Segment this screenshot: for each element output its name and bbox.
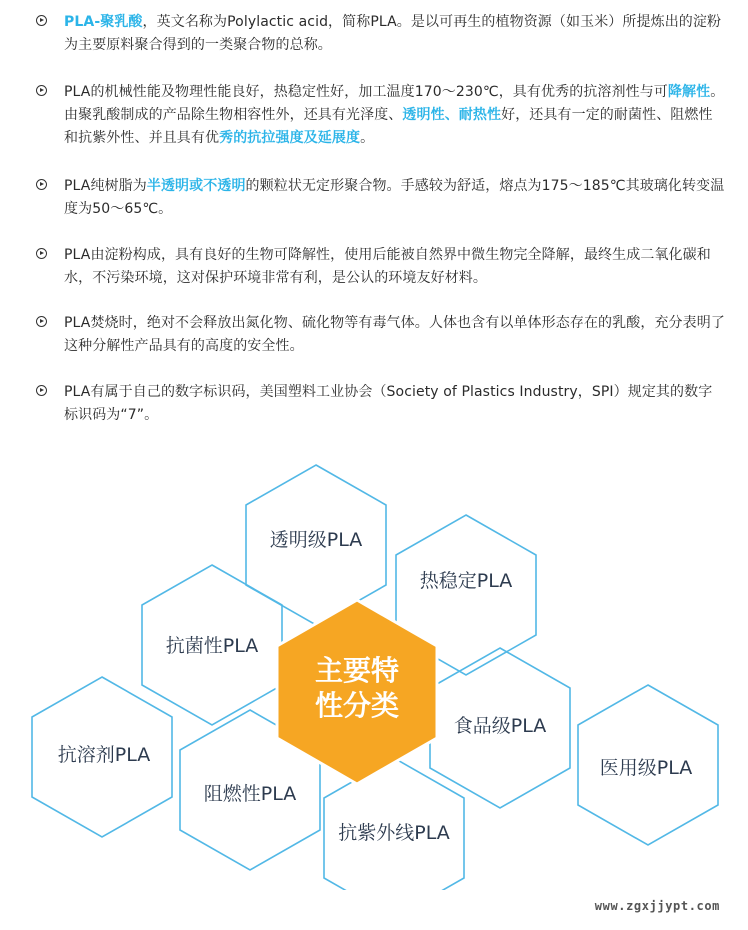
bullet-icon <box>36 316 47 327</box>
bullet-icon <box>36 15 47 26</box>
hex-food-grade <box>430 648 570 808</box>
hex-label-heat-stable: 热稳定PLA <box>419 570 513 592</box>
highlight-text: 降解性 <box>667 84 711 100</box>
hex-label-solvent-resistant: 抗溶剂PLA <box>57 744 151 766</box>
bullet-icon <box>36 85 47 96</box>
body-text: PLA的机械性能及物理性能良好，热稳定性好，加工温度170～230℃，具有优秀的抗溶剂性与可 <box>64 84 668 100</box>
para-3-text <box>64 175 726 221</box>
para-2 <box>36 81 726 150</box>
highlight-text: PLA-聚乳酸 <box>64 14 143 30</box>
hex-label-medical-grade: 医用级PLA <box>599 757 693 779</box>
hex-transparent <box>246 465 386 625</box>
body-text: PLA焚烧时，绝对不会释放出氮化物、硫化物等有毒气体。人体也含有以单体形态存在的乳酸，充分表明了这种分解性产品具有的高度的安全性。 <box>64 315 725 354</box>
hex-solvent-resistant <box>32 677 172 837</box>
classification-diagram <box>0 440 748 890</box>
hex-label-transparent: 透明级PLA <box>269 529 363 551</box>
hex-antibacterial <box>142 565 282 725</box>
para-3 <box>36 175 726 221</box>
hex-label-flame-retardant: 阻燃性PLA <box>203 783 297 805</box>
para-5 <box>36 312 726 358</box>
para-4-text <box>64 244 726 290</box>
highlight-text: 透明性、耐热性 <box>402 107 502 123</box>
para-4 <box>36 244 726 290</box>
body-text: PLA有属于自己的数字标识码，美国塑料工业协会（Society of Plastics Industry，SPI）规定其的数字标识码为“7”。 <box>64 384 713 423</box>
bullet-icon <box>36 179 47 190</box>
para-6-text <box>64 381 726 427</box>
hex-medical-grade <box>578 685 718 845</box>
bullet-icon <box>36 385 47 396</box>
para-1 <box>36 11 726 57</box>
watermark: www.zgxjjypt.com <box>594 899 720 913</box>
para-5-text <box>64 312 726 358</box>
body-text: PLA由淀粉构成，具有良好的生物可降解性，使用后能被自然界中微生物完全降解，最终生成二氧化碳和水，不污染环境，这对保护环境非常有利，是公认的环境友好材料。 <box>64 247 711 286</box>
body-text: PLA纯树脂为 <box>64 178 147 194</box>
body-text: ，英文名称为Polylactic acid，简称PLA。是以可再生的植物资源（如玉米）所提炼出的淀粉为主要原料聚合得到的一类聚合物的总称。 <box>64 14 722 53</box>
para-1-text <box>64 11 726 57</box>
center-label-line-2: 性分类 <box>314 689 400 722</box>
body-text: 好，还具有一定的耐菌性、阻燃性和抗紫外性、并且具有优 <box>64 107 713 146</box>
highlight-text: 半透明或不透明 <box>146 178 246 194</box>
para-2-text <box>64 81 726 150</box>
para-6 <box>36 381 726 427</box>
body-text: 。由聚乳酸制成的产品除生物相容性外，还具有光泽度、 <box>64 84 725 123</box>
center-label-line-1: 主要特 <box>314 654 400 687</box>
hex-label-antibacterial: 抗菌性PLA <box>165 635 259 657</box>
hex-label-uv-resistant: 抗紫外线PLA <box>338 822 450 844</box>
body-text: 。 <box>360 130 375 146</box>
hex-center <box>277 600 437 784</box>
hex-label-food-grade: 食品级PLA <box>453 715 547 737</box>
body-text: 的颗粒状无定形聚合物。手感较为舒适，熔点为175～185℃其玻璃化转变温度为50～65℃。 <box>64 178 725 217</box>
bullet-icon <box>36 248 47 259</box>
highlight-text: 秀的抗拉强度及延展度 <box>219 130 361 146</box>
